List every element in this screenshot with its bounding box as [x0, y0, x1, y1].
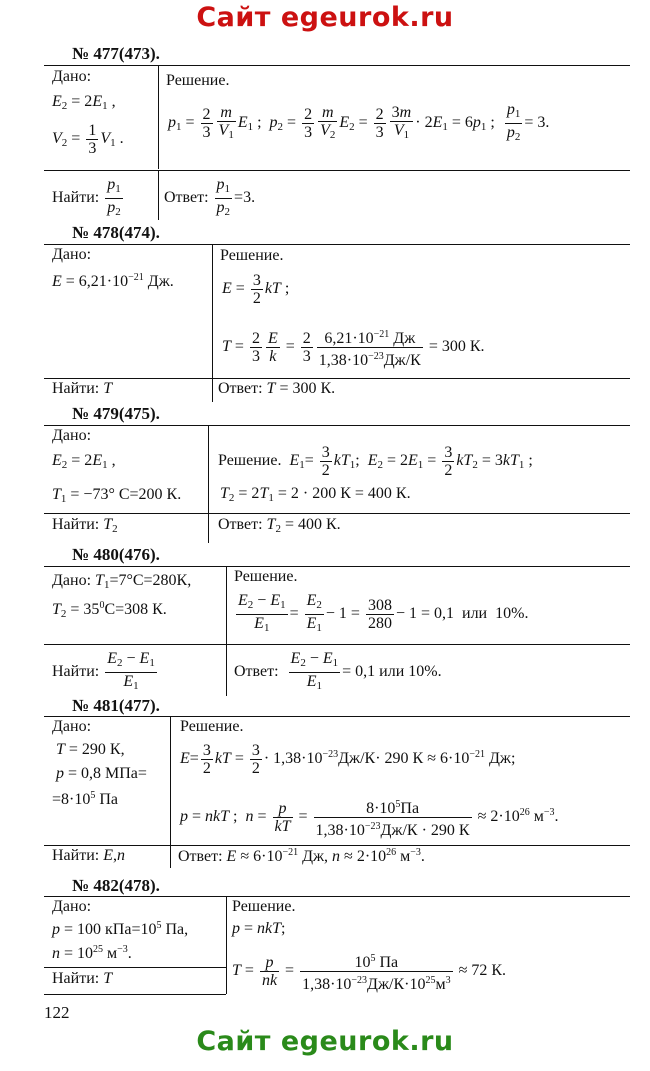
given-line: T = 290 К, — [56, 741, 125, 758]
problem-number: № 480(476). — [72, 545, 160, 564]
find-label: Найти: — [52, 847, 100, 864]
solution-label: Решение. — [232, 898, 296, 915]
answer-line: Ответ: $\frac{p_1}{p_2}$ =3. — [164, 176, 256, 218]
given-line: $V_2$ = $\frac{1}{3}$ $V_1$ . — [52, 122, 124, 157]
divider — [44, 994, 226, 995]
given-label: Дано: — [52, 718, 92, 735]
find-label: Найти: — [52, 189, 100, 207]
divider — [44, 566, 630, 567]
find-line: Найти: T — [52, 970, 113, 987]
formula: p = nkT; — [232, 920, 286, 937]
problem-number: № 479(475). — [72, 404, 160, 423]
solution-label: Решение. — [218, 452, 282, 470]
find-label: Найти: — [52, 663, 100, 681]
find-label: Найти: — [52, 380, 100, 397]
divider — [226, 566, 227, 696]
formula: $T_2 = 2T_1 = 2 \cdot 200$ К = 400 К. — [220, 485, 411, 504]
divider — [44, 896, 630, 897]
divider — [44, 513, 630, 514]
solution-label: Решение. — [180, 718, 244, 735]
divider — [44, 378, 630, 379]
find-line: Найти: T — [52, 380, 113, 397]
formula: Решение. $E_1=$ $\frac{3}{2}$ $kT_1$; $E_2 = 2E_1$ = $\frac{3}{2}$ $kT_2 = 3kT_1$ ; — [218, 444, 533, 479]
divider — [208, 425, 209, 543]
given-line: $T_2 = 35^0С=308$ К. — [52, 600, 167, 620]
find-line: Найти: $\frac{E_2 - E_1}{E_1}$ — [52, 650, 155, 692]
divider — [44, 244, 630, 245]
answer-line: Ответ: $\frac{E_2 - E_1}{E_1}$ = 0,1 или 10%. — [234, 650, 442, 692]
divider — [44, 845, 630, 846]
formula: T = $\frac{p}{nk}$ = $\frac{10^5 Па}{1,38\cdot 10^{-23}Дж/К\cdot 10^{25}м^3}$ ≈ 72 К. — [232, 950, 506, 993]
problem-number: № 481(477). — [72, 696, 160, 715]
given-line: $E_2 = 2E_1$ , — [52, 452, 116, 471]
problem-number: № 482(478). — [72, 876, 160, 895]
solution-label: Решение. — [234, 568, 298, 585]
given-line: $T_1 = -73^\circ$ С=200 К. — [52, 486, 182, 505]
given-label: Дано: — [52, 427, 92, 444]
given-line: $E_2 = 2E_1$ , — [52, 93, 116, 112]
site-header: Сайт egeurok.ru — [196, 2, 454, 33]
divider — [158, 170, 159, 220]
formula: p = nkT ; n = $\frac{p}{kT}$ = $\frac{8\cdot 10^5Па}{1,38\cdot 10^{-23}Дж/К \cdot 290 К}$ ≈ $2\cdot 10^{26}$ $м^{-3}$. — [180, 796, 558, 839]
answer-label: Ответ: — [234, 663, 279, 681]
problem-number: № 478(474). — [72, 223, 160, 242]
given-line: $E = 6,21\cdot 10^{-21}$ Дж. — [52, 272, 174, 290]
formula: E = $\frac{3}{2}$ kT ; — [222, 272, 290, 307]
given-line: p = 100 $кПа=10^5$ Па, — [52, 920, 189, 938]
given-line: $=8\cdot 10^5$ Па — [52, 790, 119, 808]
divider — [44, 170, 630, 171]
answer-label: Ответ: — [218, 380, 263, 397]
problem-number: № 477(473). — [72, 44, 160, 63]
divider — [158, 65, 159, 169]
formula: $\frac{E_2 - E_1}{E_1}$ = $\frac{E_2}{E_1}$ − 1 = $\frac{308}{280}$ − 1 = 0,1 или 10%. — [238, 592, 529, 634]
given-line: $n = 10^{25}$ $м^{-3}$. — [52, 944, 132, 962]
answer-label: Ответ: — [164, 189, 209, 207]
page-number: 122 — [44, 1003, 70, 1022]
given-line: p = 0,8 МПа= — [56, 765, 147, 782]
solution-label: Решение. — [220, 247, 284, 264]
find-line: Найти: E,n — [52, 847, 125, 864]
divider — [44, 425, 630, 426]
answer-line: Ответ: $E \approx 6\cdot 10^{-21}$ Дж, $n \approx 2\cdot 10^{26}$ $м^{-3}$. — [178, 847, 425, 865]
answer-line: Ответ: T = 300 К. — [218, 380, 336, 397]
divider — [226, 896, 227, 994]
answer-label: Ответ: — [178, 848, 223, 865]
find-line: Найти: $\frac{p_1}{p_2}$ — [52, 176, 121, 218]
formula: T = $\frac{2}{3}$ $\frac{E}{k}$ = $\frac{2}{3}$ $\frac{6,21\cdot 10^{-21} Дж}{1,38\cdot 10^{-23}Дж/К}$ = 300 К. — [222, 326, 485, 369]
given-label: Дано: — [52, 68, 92, 85]
divider — [44, 644, 630, 645]
find-line: Найти: $T_2$ — [52, 516, 118, 535]
divider — [44, 716, 630, 717]
divider — [44, 967, 226, 968]
given-line: Дано: $T_1=7^\circ С=280К$, — [52, 572, 192, 591]
solution-label: Решение. — [166, 72, 230, 89]
answer-line: Ответ: $T_2 = 400$ К. — [218, 516, 341, 535]
site-footer: Сайт egeurok.ru — [196, 1026, 454, 1057]
given-label: Дано: — [52, 572, 92, 589]
formula: E= $\frac{3}{2}$ kT = $\frac{3}{2}$ · $1,38\cdot 10^{-23}Дж/К\cdot 290$ $К \approx 6\cdot 10^{-21}$ Дж; — [180, 742, 516, 777]
find-label: Найти: — [52, 970, 100, 987]
divider — [44, 65, 630, 66]
answer-label: Ответ: — [218, 516, 263, 533]
given-label: Дано: — [52, 246, 92, 263]
given-label: Дано: — [52, 898, 92, 915]
find-label: Найти: — [52, 516, 100, 533]
formula: $p_1$ = $\frac{2}{3}$ $\frac{m}{V_1}$ $E_1$ ; $p_2$ = $\frac{2}{3}$ $\frac{m}{V_2}$ $E_2$ = $\frac{2}{3}$ $\frac{3m}{V_1}$ · $2E_1 = 6p_1$ ; $\frac{p_1}{p_2}$ = 3. — [168, 101, 550, 143]
